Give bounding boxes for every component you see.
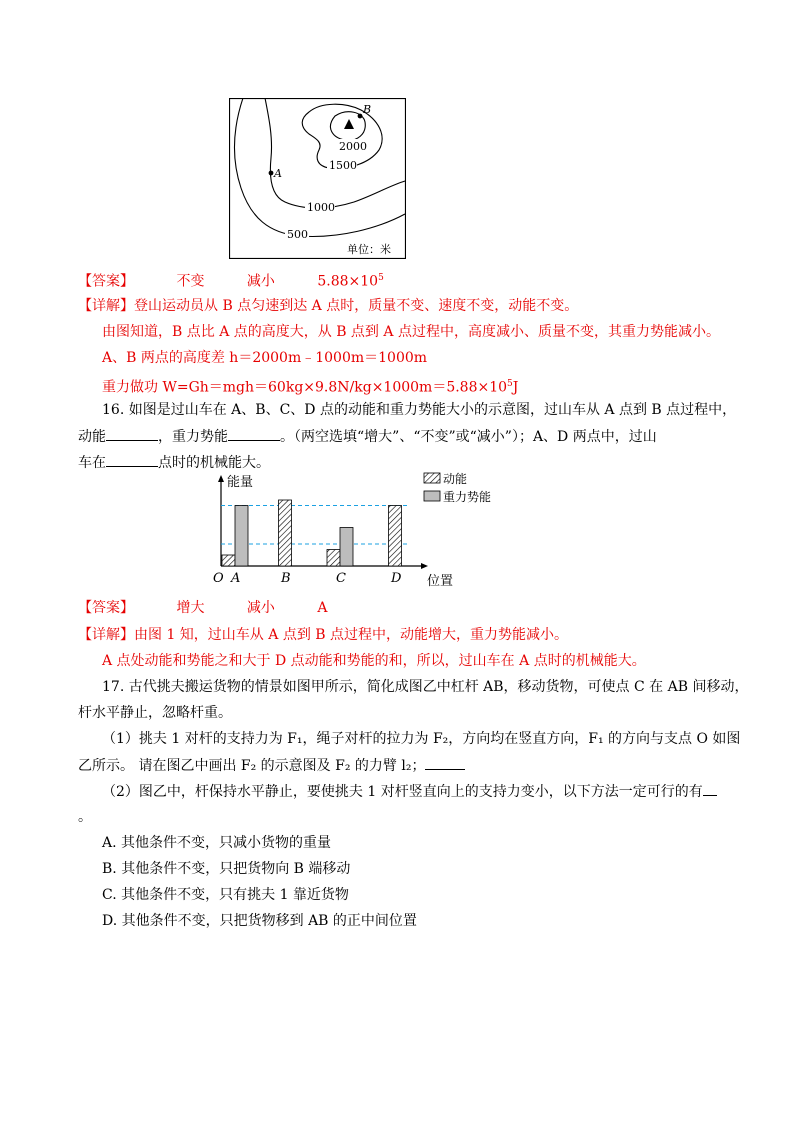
q16-answer <box>78 598 327 618</box>
answer-1: 不变 <box>176 273 205 290</box>
y-axis-label: 能量 <box>227 475 254 490</box>
answer-3: 5.88×10 <box>317 273 379 290</box>
x-axis-label: 位置 <box>427 574 454 589</box>
unit-label: 单位：米 <box>347 243 391 256</box>
bar-potential-A <box>235 506 248 567</box>
q15-answer <box>78 268 384 292</box>
category-label-C: C <box>336 571 346 586</box>
blank-1[interactable] <box>106 426 158 441</box>
legend-swatch-potential <box>424 491 440 501</box>
legend-swatch-kinetic <box>424 473 440 483</box>
origin-label: O <box>213 571 224 586</box>
answer-2: 减小 <box>246 600 275 616</box>
q17-part1-line-1: （1）挑夫 1 对杆的支持力为 F₁，绳子对杆的拉力为 F₂，方向均在竖直方向，F₁ 的方向与支点 O 如图 <box>102 731 741 747</box>
blank-2[interactable] <box>228 426 280 441</box>
bar-kinetic-D <box>389 506 402 567</box>
q16-line-2: 动能 ，重力势能 。（两空选填“增大”、“不变”或“减小”）；A、D 两点中，过山 <box>78 426 657 447</box>
point-a-dot <box>269 171 274 176</box>
legend-label-kinetic: 动能 <box>443 472 468 486</box>
bar-kinetic-A <box>222 555 235 566</box>
energy-bar-chart <box>205 470 505 592</box>
contour-label-500: 500 <box>287 228 308 241</box>
q15-detail-line-1: 【详解】登山运动员从 B 点匀速到达 A 点时，质量不变、速度不变，动能不变。 <box>78 298 579 314</box>
point-b-dot <box>358 114 363 119</box>
detail-tag: 【详解】 <box>78 298 134 314</box>
answer-2: 减小 <box>246 273 275 290</box>
q17-option-d[interactable]: D. 其他条件不变，只把货物移到 AB 的正中间位置 <box>102 913 417 929</box>
q17-line-2: 杆水平静止，忽略杆重。 <box>78 705 232 721</box>
q17-part2-line-2: 。 <box>78 809 92 825</box>
bar-kinetic-C <box>327 550 340 567</box>
answer-3-exponent: 5 <box>378 273 384 283</box>
q17-part2-line-1: （2）图乙中，杆保持水平静止，要使挑夫 1 对杆竖直向上的支持力变小，以下方法一定可行的有 <box>102 781 717 802</box>
answer-tag: 【答案】 <box>78 600 134 616</box>
q16-line-3: 车在 点时的机械能大。 <box>78 452 270 473</box>
q17-option-a[interactable]: A. 其他条件不变，只减小货物的重量 <box>102 835 332 851</box>
answer-tag: 【答案】 <box>78 273 134 290</box>
contour-line-500 <box>234 98 405 236</box>
answer-3: A <box>317 600 328 616</box>
q15-detail-line-3: A、B 两点的高度差 h＝2000m﹣1000m＝1000m <box>102 350 428 366</box>
q15-detail-line-2: 由图知道，B 点比 A 点的高度大，从 B 点到 A 点过程中，高度减小、质量不变，其重力势能减小。 <box>102 324 720 340</box>
detail-tag: 【详解】 <box>78 627 134 643</box>
q16-detail-line-2: A 点处动能和势能之和大于 D 点动能和势能的和，所以，过山车在 A 点时的机械能大。 <box>102 653 646 669</box>
q17-option-c[interactable]: C. 其他条件不变，只有挑夫 1 靠近货物 <box>102 887 349 903</box>
bar-potential-C <box>340 528 353 567</box>
q16-line-1: 16. 如图是过山车在 A、B、C、D 点的动能和重力势能大小的示意图，过山车从 A 点到 B 点过程中， <box>102 402 737 418</box>
q17-line-1: 17. 古代挑夫搬运货物的情景如图甲所示，简化成图乙中杠杆 AB，移动货物，可使点 C 在 AB 间移动， <box>102 679 749 695</box>
point-b-label: B <box>363 103 372 116</box>
category-label-D: D <box>391 571 402 586</box>
contour-line-1000 <box>265 98 405 208</box>
blank-part2[interactable] <box>703 781 717 796</box>
bar-kinetic-B <box>279 500 292 566</box>
summit-triangle-icon <box>344 119 354 129</box>
q16-detail-line-1: 【详解】由图 1 知，过山车从 A 点到 B 点过程中，动能增大，重力势能减小。 <box>78 627 569 643</box>
blank-3[interactable] <box>106 452 158 467</box>
legend-label-potential: 重力势能 <box>443 490 492 504</box>
category-label-A: A <box>231 571 241 586</box>
answer-1: 增大 <box>176 600 205 616</box>
blank-l2[interactable] <box>425 755 465 770</box>
contour-label-1000: 1000 <box>307 201 335 214</box>
q17-option-b[interactable]: B. 其他条件不变，只把货物向 B 端移动 <box>102 861 351 877</box>
contour-map-figure <box>229 98 406 259</box>
q15-detail-line-4: 重力做功 $W=Gh=mgh=60kg\times 9.8N/kg\times 1000m=5.88\times 10^5J$ <box>102 379 519 396</box>
contour-label-1500: 1500 <box>329 159 357 172</box>
contour-label-2000: 2000 <box>339 140 367 153</box>
point-a-label: A <box>274 167 282 180</box>
q17-part1-line-2: 乙所示。 请在图乙中画出 F₂ 的示意图及 F₂ 的力臂 l₂； <box>78 755 465 776</box>
category-label-B: B <box>281 571 291 586</box>
